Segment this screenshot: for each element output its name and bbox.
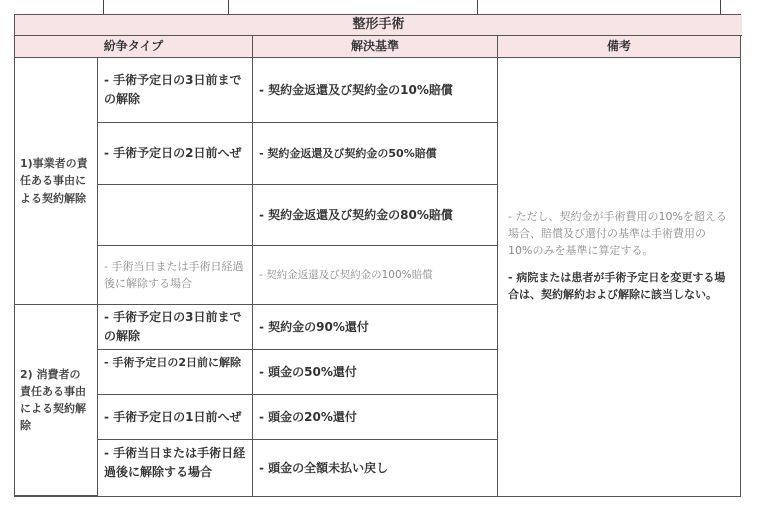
condition-cell: - 手術予定日の3日前までの解除 — [98, 305, 253, 350]
header-remarks: 備考 — [498, 36, 740, 58]
resolution-cell: - 契約金返還及び契約金の100%賠償 — [253, 246, 498, 305]
header-dispute-type: 紛争タイプ — [15, 36, 253, 58]
table-title: 整形手術 — [15, 15, 742, 36]
condition-cell: - 手術当日または手術日経過後に解除する場合 — [98, 246, 253, 305]
header-resolution-standard: 解決基準 — [253, 36, 498, 58]
condition-cell: - 手術予定日の3日前までの解除 — [98, 58, 253, 123]
previous-table-remnant — [0, 0, 760, 14]
resolution-cell: - 契約金返還及び契約金の10%賠償 — [253, 58, 498, 123]
surgery-dispute-table — [14, 14, 741, 497]
remarks-note-cap: - ただし、契約金が手術費用の10%を超える場合、賠償及び還付の基準は手術費用の10%のみを基準に算定する。 — [508, 210, 727, 258]
remarks-cell — [498, 58, 740, 496]
remarks-note-schedule-change: - 病院または患者が手術予定日を変更する場合は、契約解約および解除に該当しない。 — [508, 271, 726, 302]
resolution-cell: - 頭金の全額未払い戻し — [253, 440, 498, 496]
category-business-fault: 1)事業者の責任ある事由による契約解除 — [15, 58, 98, 305]
resolution-cell: - 契約金返還及び契約金の50%賠償 — [253, 123, 498, 185]
condition-cell: - 手術当日または手術日経過後に解除する場合 — [98, 440, 253, 496]
resolution-cell: - 頭金の20%還付 — [253, 395, 498, 440]
condition-cell — [98, 185, 253, 246]
resolution-cell: - 契約金返還及び契約金の80%賠償 — [253, 185, 498, 246]
category-consumer-fault: 2) 消費者の責任ある事由による契約解除 — [15, 305, 98, 496]
condition-cell: - 手術予定日の2日前に解除 — [98, 350, 253, 395]
condition-cell: - 手術予定日の1日前へぜ — [98, 395, 253, 440]
resolution-cell: - 契約金の90%還付 — [253, 305, 498, 350]
resolution-cell: - 頭金の50%還付 — [253, 350, 498, 395]
condition-cell: - 手術予定日の2日前へぜ — [98, 123, 253, 185]
